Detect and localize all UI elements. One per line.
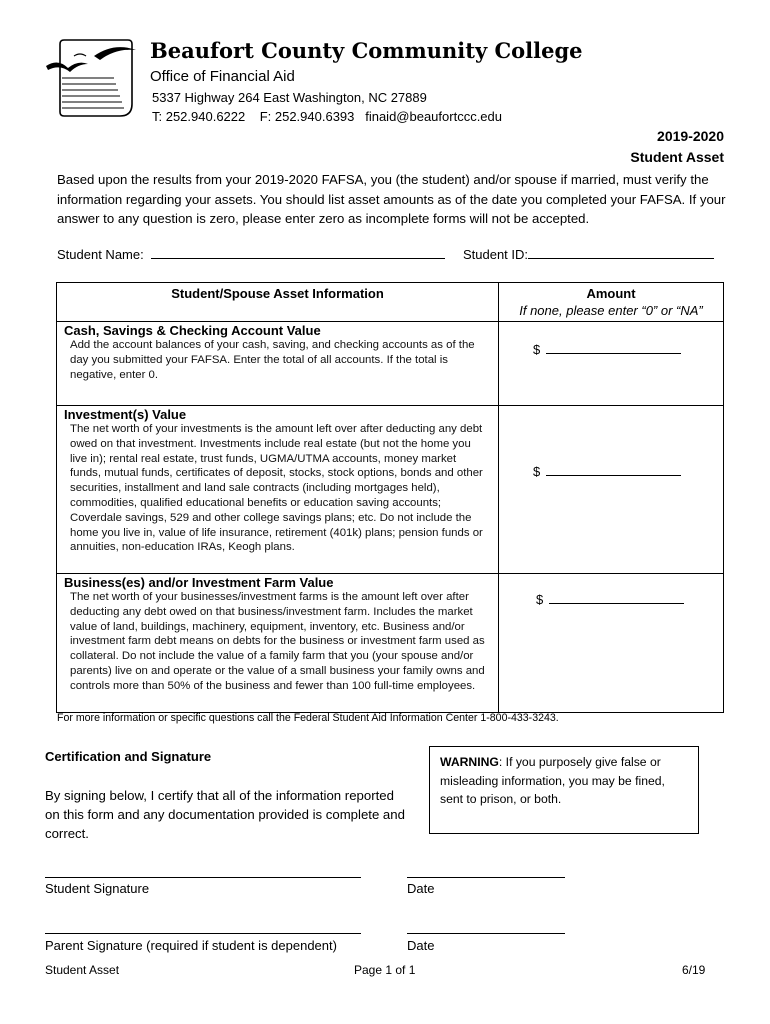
investments-title: Investment(s) Value — [64, 407, 187, 422]
student-id-label: Student ID: — [462, 247, 529, 262]
office-name: Office of Financial Aid — [150, 68, 295, 85]
asset-info-cell — [57, 322, 499, 406]
cash-savings-amount-field[interactable] — [546, 342, 681, 354]
intro-paragraph: Based upon the results from your 2019-2020 FAFSA, you (the student) and/or spouse if married, must verify the information regarding your assets. You should list asset amounts as of the date you completed your FAFSA. If your answer to any question is zero, please enter zero as incomplete forms will not be accepted. — [57, 172, 726, 226]
table-header-row — [57, 283, 724, 322]
table-row — [57, 322, 724, 406]
col-header-amount: Amount — [586, 286, 636, 301]
cash-savings-description: Add the account balances of your cash, saving, and checking accounts as of the day you submitted your FAFSA. Enter the total of all accounts. If the total is negative, enter 0. — [70, 339, 475, 381]
dollar-sign: $ — [533, 342, 541, 357]
certification-title: Certification and Signature — [45, 749, 212, 764]
amount-cell — [499, 322, 724, 406]
parent-date-label: Date — [407, 938, 435, 953]
student-date-line[interactable] — [407, 877, 565, 878]
office-contact: T: 252.940.6222 F: 252.940.6393 finaid@beaufortccc.edu — [152, 109, 502, 124]
cash-savings-amount[interactable] — [533, 342, 681, 357]
warning-label: WARNING — [440, 755, 499, 769]
footer-form-name: Student Asset — [45, 963, 120, 977]
dollar-sign: $ — [536, 592, 544, 607]
logo-graphic — [44, 34, 140, 124]
table-header-info — [57, 283, 499, 322]
parent-date-line[interactable] — [407, 933, 565, 934]
student-id-field[interactable] — [528, 246, 714, 259]
student-date-label: Date — [407, 881, 435, 896]
student-signature-label: Student Signature — [45, 881, 150, 896]
warning-text: : If you purposely give false or misleading information, you may be fined, sent to prison, or both. — [440, 755, 665, 806]
student-info-row — [57, 246, 747, 262]
student-name-field[interactable] — [151, 246, 445, 259]
footer-page-number: Page 1 of 1 — [354, 963, 416, 977]
office-address: 5337 Highway 264 East Washington, NC 27889 — [152, 90, 427, 105]
college-name: Beaufort County Community College — [150, 38, 583, 63]
table-row — [57, 406, 724, 574]
asset-table — [56, 282, 724, 713]
col-header-info: Student/Spouse Asset Information — [171, 286, 384, 301]
parent-signature-line[interactable] — [45, 933, 361, 934]
footer-revision-date: 6/19 — [682, 963, 706, 977]
business-description: The net worth of your businesses/investment farms is the amount left over after deducting any debt owed on that business/investment farm. Includes the market value of land, buildings, machinery, equipment, inventory, etc. Business and/or investment farm debt means on debts for the business or investment farm used as collateral. Do not include the value of a family farm that you (your spouse and/or parents) live on and operate or the value of a small business your family owns and controls more than 50% of the business and fewer than 100 full-time employees. — [70, 591, 485, 692]
cash-savings-title: Cash, Savings & Checking Account Value — [64, 323, 321, 338]
parent-signature-label: Parent Signature (required if student is dependent) — [45, 938, 337, 953]
asset-info-cell — [57, 406, 499, 574]
student-signature-line[interactable] — [45, 877, 361, 878]
investments-amount-field[interactable] — [546, 464, 681, 476]
certification-text: By signing below, I certify that all of the information reported on this form and any documentation provided is complete and correct. — [45, 788, 405, 841]
form-year: 2019-2020 — [657, 128, 724, 144]
amount-cell — [499, 406, 724, 574]
warning-box — [429, 746, 699, 834]
business-title: Business(es) and/or Investment Farm Value — [64, 575, 334, 590]
student-name-label: Student Name: — [57, 247, 144, 262]
business-amount-field[interactable] — [549, 592, 684, 604]
college-logo — [44, 34, 140, 124]
fsa-info-note: For more information or specific questions call the Federal Student Aid Information Center 1-800-433-3243. — [57, 712, 559, 724]
table-row — [57, 574, 724, 713]
amount-cell — [499, 574, 724, 713]
investments-description: The net worth of your investments is the amount left over after deducting any debt owed on that investment. Investments include real estate (but not the home you live in); rental real estate, trust funds, UGMA/UTMA accounts, money market funds, mutual funds, certificates of deposit, stocks, stock options, bonds and other securities, installment and land sale contracts (including mortgages held), commodities, qualified educational benefits or education saving accounts; Coverdale savings, 529 and other college savings plans; etc. Do not include the home you live in, value of life insurance, retirement (401k) plans; pension funds or annuities, non-education IRAs, Keogh plans. — [70, 423, 483, 554]
investments-amount[interactable] — [533, 464, 681, 479]
table-header-amount — [499, 283, 724, 322]
col-subheader-amount: If none, please enter “0” or “NA” — [519, 303, 703, 318]
business-amount[interactable] — [536, 592, 684, 607]
dollar-sign: $ — [533, 464, 541, 479]
asset-info-cell — [57, 574, 499, 713]
form-title: Student Asset — [630, 149, 724, 165]
